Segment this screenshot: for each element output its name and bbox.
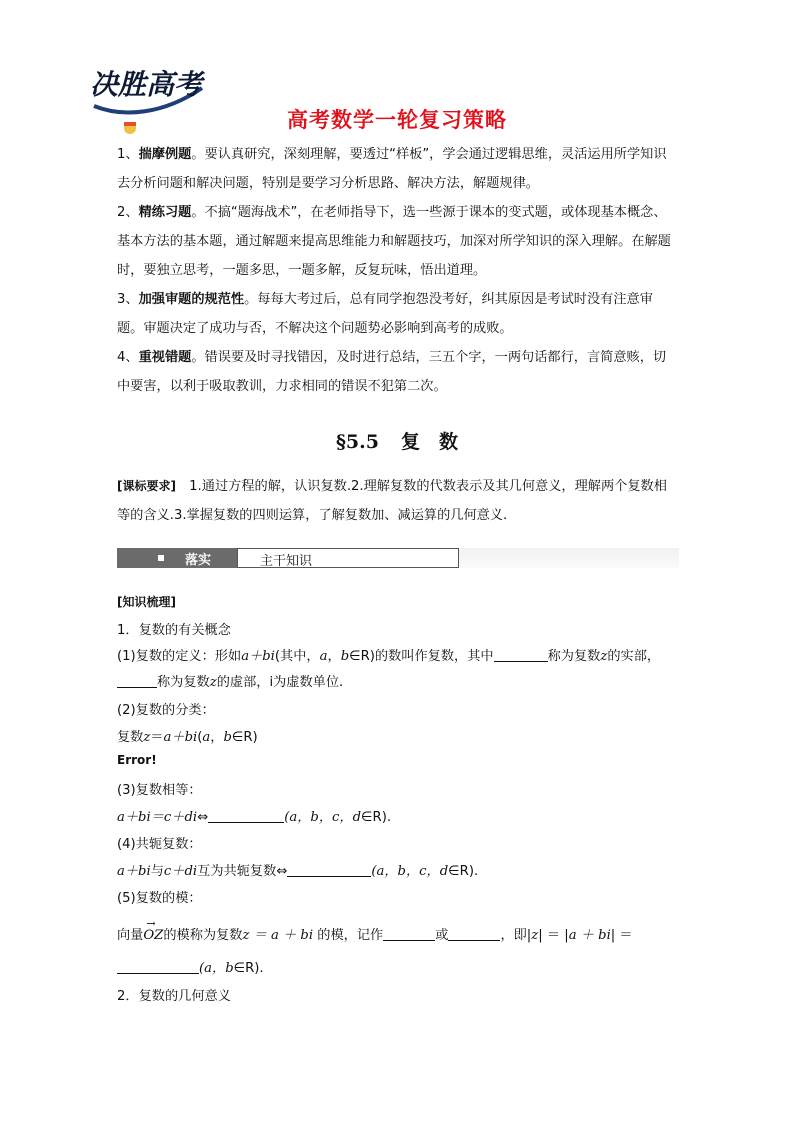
modulus-line: 向量→ OZ的模称为复数z ＝ a ＋ bi 的模，记作 或 ，即|z| ＝ |a ＋ bi| ＝ xyxy=(117,924,633,943)
requirements-text: 1.通过方程的解，认识复数.2.理解复数的代数表示及其几何意义，理解两个复数相等的含义.3.掌握复数的四则运算，了解复数加、减运算的几何意义. xyxy=(117,479,667,523)
logo-text: 决胜高考 xyxy=(90,68,203,101)
classification-line: 复数z＝a＋bi(a，b∈R) xyxy=(117,730,258,745)
strategy-head: 精练习题 xyxy=(138,205,192,220)
equality-line: a＋bi＝c＋di⇔ (a，b，c，d∈R). xyxy=(117,810,392,825)
strategy-head: 重视错题 xyxy=(138,350,192,365)
definition-line: (1)复数的定义：形如a＋bi(其中，a，b∈R)的数叫作复数，其中 称为复数z的实部， xyxy=(117,649,661,664)
page-title: 高考数学一轮复习策略 xyxy=(287,108,507,132)
knowledge-heading: [知识梳理] xyxy=(117,595,176,609)
section-name: 复 数 xyxy=(400,431,458,453)
strategy-1: 1、揣摩例题。要认真研究，深刻理解，要透过“样板”，学会通过逻辑思维，灵活运用所学知识去分析问题和解决问题，特别是要学习分析思路、解决方法，解题规律。 xyxy=(117,147,667,191)
vector-oz: → OZ xyxy=(143,928,163,943)
blank-real-part[interactable] xyxy=(494,648,548,662)
blank-modulus-value[interactable] xyxy=(117,960,199,974)
section-number: §5.5 xyxy=(335,431,379,453)
blank-imag-part[interactable] xyxy=(117,674,157,688)
conjugate-title: (4)共轭复数： xyxy=(117,837,202,852)
strategy-head: 揣摩例题 xyxy=(138,147,192,162)
requirements-tag: [课标要求] xyxy=(117,479,176,493)
blank-conjugate[interactable] xyxy=(287,863,371,877)
knowledge-section xyxy=(117,0,682,1123)
modulus-line-2: (a，b∈R). xyxy=(117,957,264,976)
blank-equality[interactable] xyxy=(208,809,284,823)
definition-line-2: 称为复数z的虚部，i为虚数单位. xyxy=(117,671,343,690)
blank-notation-2[interactable] xyxy=(448,927,500,941)
item-2-heading: 2．复数的几何意义 xyxy=(117,989,231,1004)
strategy-2: 2、精练习题。不搞“题海战术”，在老师指导下，选一些源于课本的变式题，或体现基本概念、基本方法的基本题，通过解题来提高思维能力和解题技巧，加深对所学知识的深入理解。在解题时，要独立思考，一题多思，一题多解，反复玩味，悟出道理。 xyxy=(117,205,671,278)
banner-right: 主干知识 xyxy=(237,548,459,568)
strategy-4: 4、重视错题。错误要及时寻找错因，及时进行总结，三五个字，一两句话都行，言简意赅，切中要害，以利于吸取教训，力求相同的错误不犯第二次。 xyxy=(117,350,667,394)
modulus-title: (5)复数的模： xyxy=(117,891,202,906)
blank-notation-1[interactable] xyxy=(383,927,435,941)
error-text: Error! xyxy=(117,753,157,767)
strategy-head: 加强审题的规范性 xyxy=(138,292,245,307)
classification-title: (2)复数的分类： xyxy=(117,703,215,718)
banner-left: 落实 xyxy=(117,548,237,568)
equality-title: (3)复数相等： xyxy=(117,783,202,798)
strategy-3: 3、加强审题的规范性。每每大考过后，总有同学抱怨没考好，纠其原因是考试时没有注意审题。审题决定了成功与否，不解决这个问题势必影响到高考的成败。 xyxy=(117,292,653,336)
item-1-heading: 1．复数的有关概念 xyxy=(117,623,231,638)
conjugate-line: a＋bi与c＋di互为共轭复数⇔ (a，b，c，d∈R). xyxy=(117,864,479,879)
